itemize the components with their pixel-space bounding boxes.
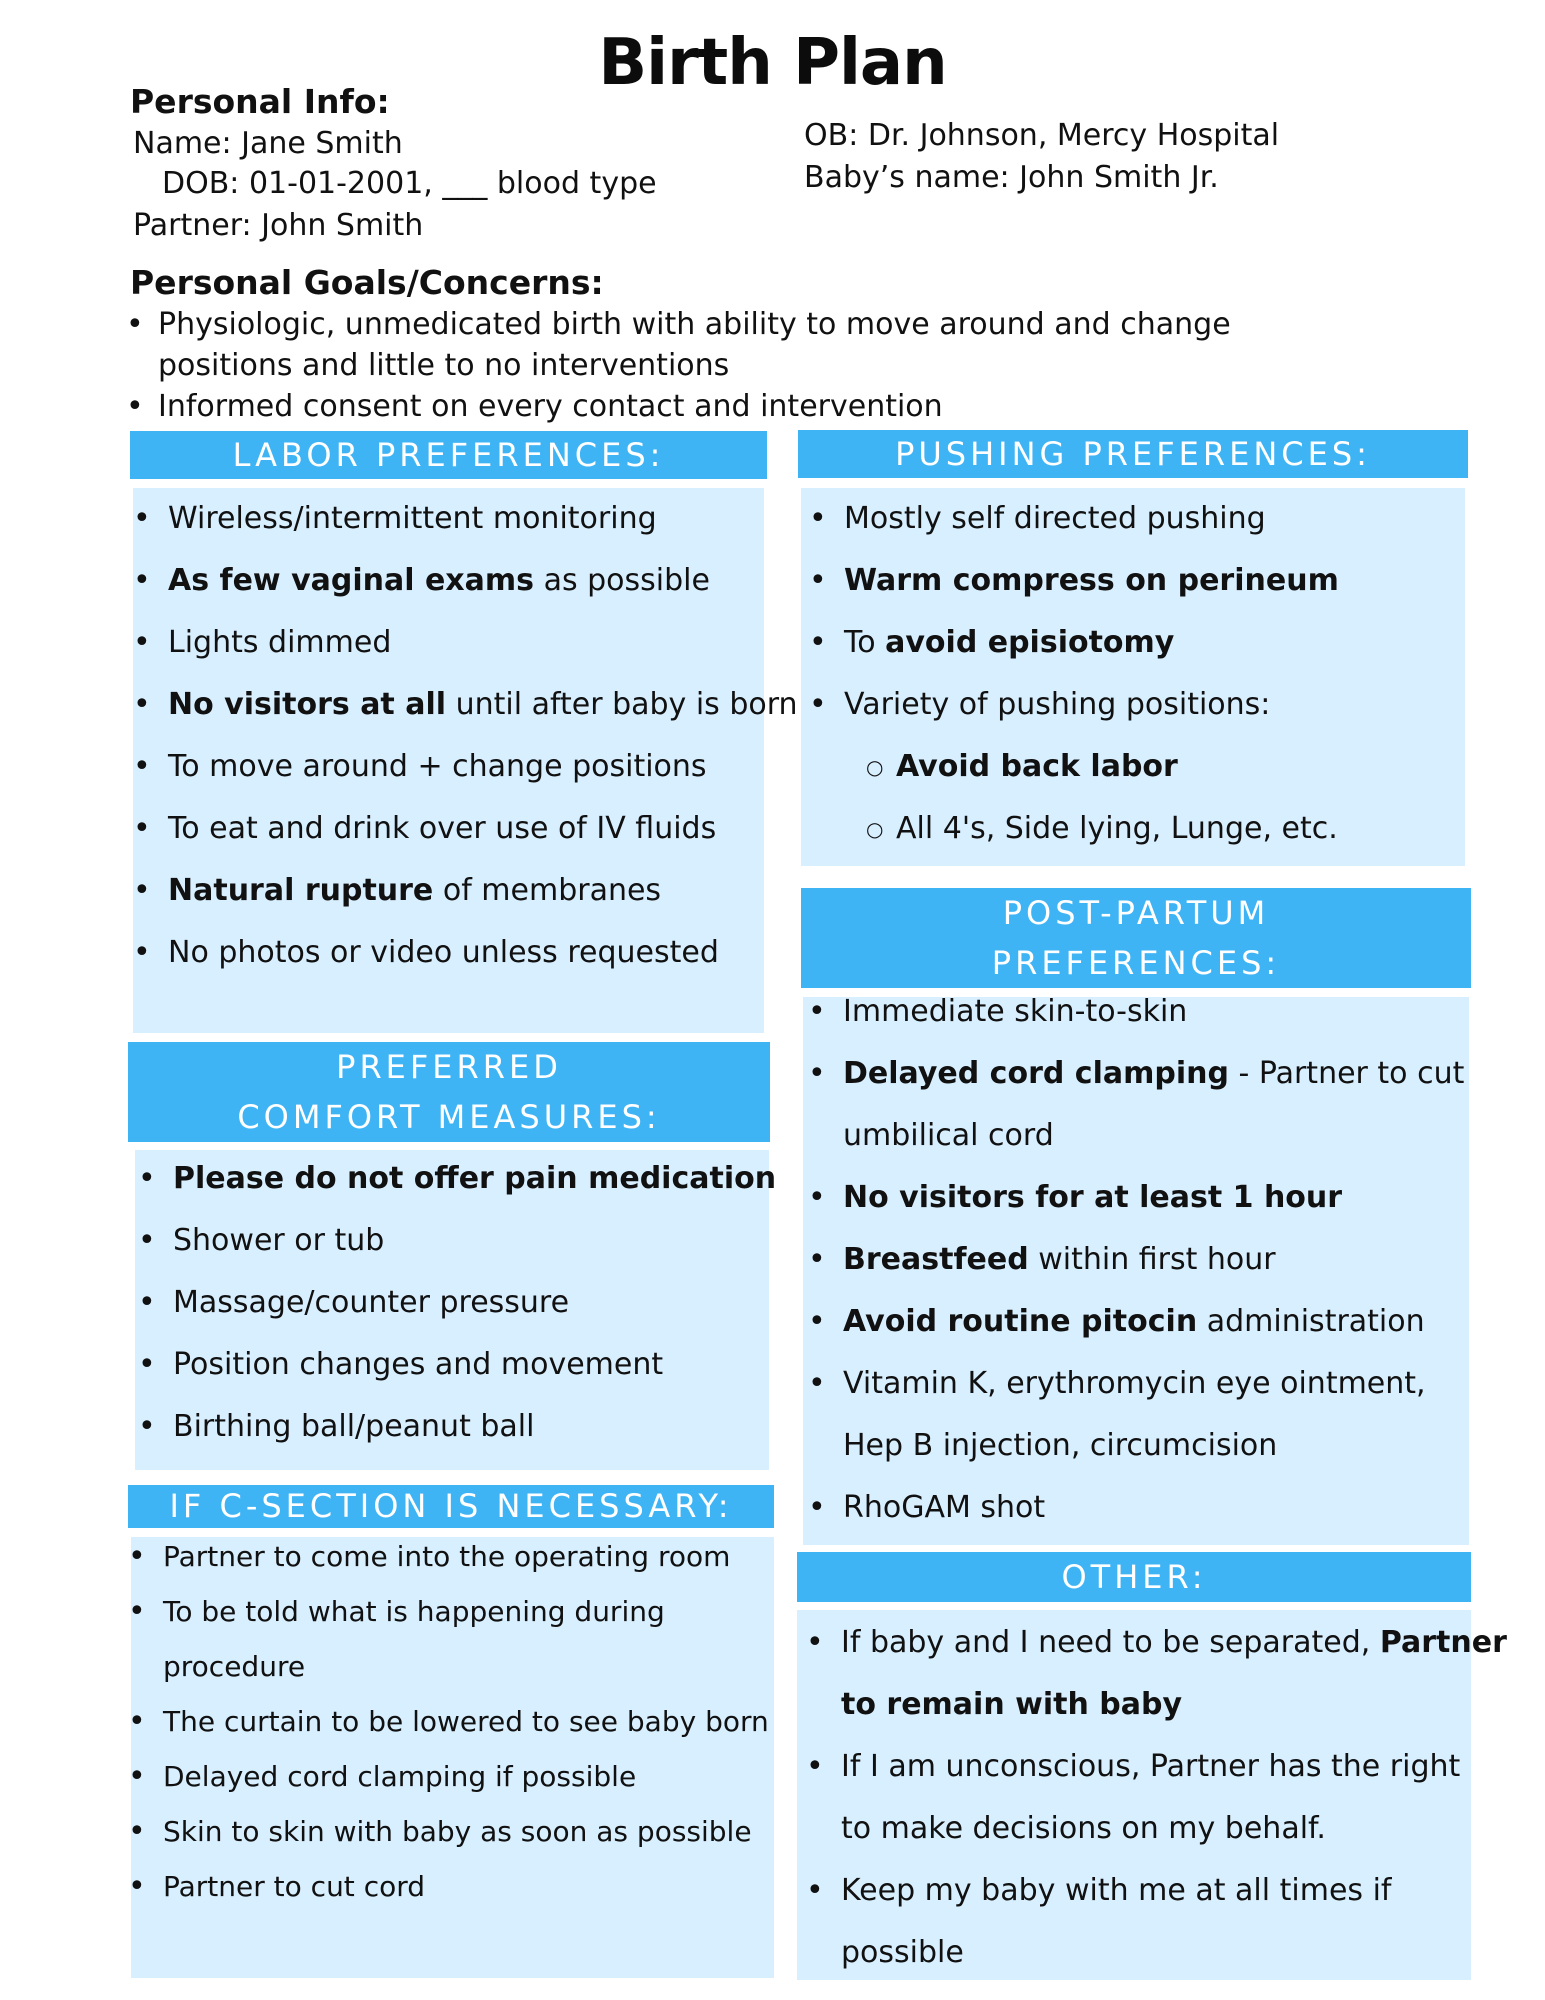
postpartum-item [843,1229,1464,1291]
item-text: The curtain to be lowered to see baby born [163,1705,769,1738]
comfort-item [173,1334,776,1396]
labor-list [168,488,798,984]
postpartum-item [843,1105,1464,1167]
item-text: Delayed cord clamping if possible [163,1760,637,1793]
pushing-item [896,798,1339,860]
item-bold-text: avoid episiotomy [885,625,1175,660]
comfort-item [173,1396,776,1458]
other-item [841,1674,1507,1736]
item-text: Immediate skin-to-skin [843,994,1188,1029]
comfort-item [173,1272,776,1334]
item-bold-text: Warm compress on perineum [844,563,1339,598]
labor-item [168,550,798,612]
labor-panel [133,488,798,1033]
other-item [841,1736,1507,1798]
other-item [841,1922,1507,1984]
item-text: to make decisions on my behalf. [841,1811,1326,1846]
csection-item [163,1694,769,1749]
comfort-heading-line2: COMFORT MEASURES: [237,1098,661,1136]
pushing-list [844,488,1339,860]
item-text: Vitamin K, erythromycin eye ointment, [843,1366,1426,1401]
item-text: All 4's, Side lying, Lunge, etc. [896,811,1338,846]
postpartum-heading-line1: POST-PARTUM [1002,894,1270,932]
item-bold-text: Avoid routine pitocin [843,1304,1198,1339]
postpartum-item [843,981,1464,1043]
comfort-item [173,1148,776,1210]
item-bold-text: Natural rupture [168,873,434,908]
labor-item [168,860,798,922]
pushing-item [844,674,1339,736]
item-text: as possible [534,563,710,598]
pushing-item [844,488,1339,550]
item-bold-text: No visitors at all [168,687,447,722]
item-text: RhoGAM shot [843,1490,1046,1525]
item-text: Keep my baby with me at all times if [841,1873,1392,1908]
item-text: of membranes [433,873,662,908]
other-item [841,1860,1507,1922]
item-text: within first hour [1028,1242,1276,1277]
personal-info-heading: Personal Info: [130,82,390,121]
labor-item [168,612,798,674]
personal-ob: OB: Dr. Johnson, Mercy Hospital [804,118,1280,153]
other-item [841,1612,1507,1674]
item-bold-text: Breastfeed [843,1242,1029,1277]
goals-heading: Personal Goals/Concerns: [130,263,604,302]
comfort-heading [128,1042,770,1142]
personal-baby-name: Baby’s name: John Smith Jr. [804,160,1219,195]
item-bold-text: Please do not offer pain medication [173,1161,777,1196]
postpartum-item [843,1415,1464,1477]
item-bold-text: Partner [1379,1625,1507,1660]
labor-heading: LABOR PREFERENCES: [130,431,767,479]
item-text: Hep B injection, circumcision [843,1428,1278,1463]
item-bold-text: No visitors for at least 1 hour [843,1180,1343,1215]
item-text: until after baby is born [446,687,798,722]
item-text: To [844,625,886,660]
labor-item [168,922,798,984]
item-text: To eat and drink over use of IV fluids [168,811,717,846]
page-title: Birth Plan [598,26,947,100]
item-bold-text: Delayed cord clamping [843,1056,1229,1091]
personal-dob: DOB: 01-01-2001, ___ blood type [162,166,657,201]
csection-item [163,1804,769,1859]
item-text: Birthing ball/peanut ball [173,1409,535,1444]
comfort-item [173,1210,776,1272]
item-text: Shower or tub [173,1223,385,1258]
item-text: - Partner to cut [1228,1056,1465,1091]
postpartum-heading-line2: PREFERENCES: [991,944,1281,982]
item-text: Lights dimmed [168,625,392,660]
goals-list [126,304,1376,427]
labor-item [168,798,798,860]
postpartum-item [843,1167,1464,1229]
item-text: Massage/counter pressure [173,1285,570,1320]
item-text: To be told what is happening during [163,1595,665,1628]
pushing-heading: PUSHING PREFERENCES: [798,430,1468,478]
item-text: Partner to come into the operating room [163,1540,731,1573]
pushing-panel [801,488,1465,866]
labor-item [168,674,798,736]
item-text: Variety of pushing positions: [844,687,1271,722]
item-bold-text: Avoid back labor [896,749,1178,784]
csection-item [163,1859,769,1914]
pushing-item [896,736,1339,798]
item-text: procedure [163,1650,306,1683]
labor-item [168,736,798,798]
item-bold-text: As few vaginal exams [168,563,535,598]
labor-item [168,488,798,550]
item-text: possible [841,1935,964,1970]
item-text: umbilical cord [843,1118,1054,1153]
item-text: If I am unconscious, Partner has the right [841,1749,1461,1784]
other-panel [797,1610,1507,1980]
pushing-item [844,612,1339,674]
comfort-heading-line1: PREFERRED [336,1048,562,1086]
pushing-item [844,550,1339,612]
goal-item: • Physiologic, unmedicated birth with ability to move around and change positions and little to no interventions [126,304,1368,386]
other-item [841,1798,1507,1860]
other-heading: OTHER: [797,1552,1471,1602]
item-text: Partner to cut cord [163,1870,426,1903]
item-bold-text: to remain with baby [841,1687,1183,1722]
postpartum-item [843,1043,1464,1105]
personal-name: Name: Jane Smith [133,126,403,161]
postpartum-item [843,1477,1464,1539]
csection-item [163,1639,769,1694]
item-text: Skin to skin with baby as soon as possible [163,1815,752,1848]
csection-panel [131,1537,774,1978]
item-text: administration [1197,1304,1425,1339]
goal-item: • Informed consent on every contact and intervention [126,386,1376,427]
postpartum-panel [803,994,1469,1545]
item-text: Position changes and movement [173,1347,664,1382]
postpartum-item [843,1353,1464,1415]
csection-heading: IF C-SECTION IS NECESSARY: [128,1485,774,1528]
postpartum-list [843,981,1464,1539]
csection-item [163,1529,769,1584]
postpartum-heading [801,888,1471,988]
comfort-panel [135,1150,777,1470]
item-text: No photos or video unless requested [168,935,719,970]
item-text: Wireless/intermittent monitoring [168,501,657,536]
item-text: Mostly self directed pushing [844,501,1266,536]
postpartum-item [843,1291,1464,1353]
personal-partner: Partner: John Smith [133,208,424,243]
item-text: To move around + change positions [168,749,707,784]
comfort-list [173,1148,776,1458]
item-text: If baby and I need to be separated, [841,1625,1380,1660]
other-list [841,1612,1507,1984]
csection-list [163,1529,769,1914]
csection-item [163,1749,769,1804]
csection-item [163,1584,769,1639]
